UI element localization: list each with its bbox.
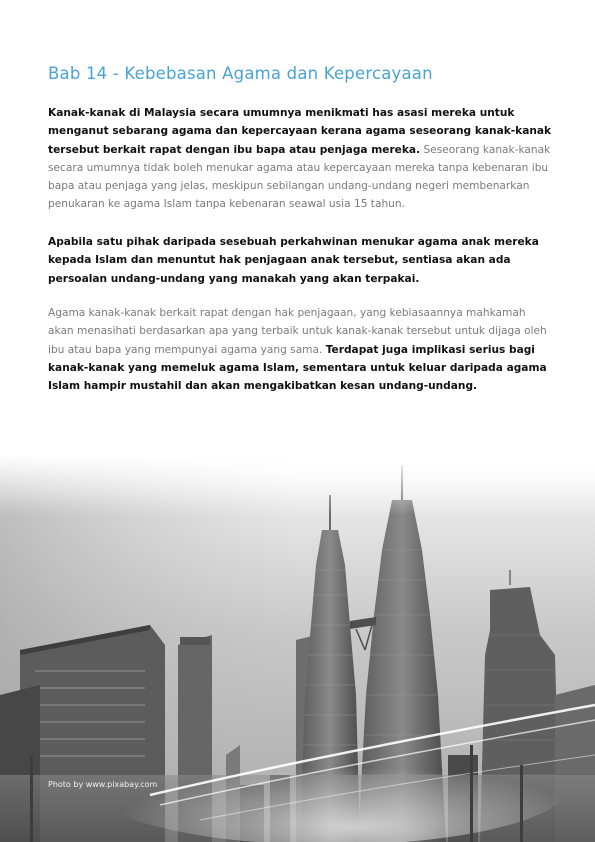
paragraph-1	[48, 104, 553, 214]
paragraph-2	[48, 233, 553, 288]
paragraph-2-bold: Apabila satu pihak daripada sesebuah perkahwinan menukar agama anak mereka kepada Islam dan menuntut hak penjagaan anak tersebut, sentiasa akan ada persoalan undang-undang yang manakah yang akan terpakai.	[48, 236, 539, 285]
photo-credit: Photo by www.pixabay.com	[48, 780, 158, 789]
paragraph-1-bold: Kanak-kanak di Malaysia secara umumnya menikmati has asasi mereka untuk menganut sebarang agama dan kepercayaan kerana agama seseorang kanak-kanak tersebut berkait rapat dengan ibu bapa atau penjaga mereka.	[48, 107, 552, 156]
chapter-heading: Bab 14 - Kebebasan Agama dan Kepercayaan	[48, 64, 433, 83]
paragraph-3-bold: Terdapat juga implikasi serius bagi kanak-kanak yang memeluk agama Islam, sementara untuk keluar daripada agama Islam hampir mustahil dan akan mengakibatkan kesan undang-undang.	[48, 343, 547, 393]
paragraph-1-text: Seseorang kanak-kanak secara umumnya tidak boleh menukar agama atau kepercayaan mereka tanpa kebenaran ibu bapa atau penjaga yang jelas, meskipun sebilangan undang-undang negeri membenarkan penukaran ke agama Islam tanpa kebenaran seawal usia 15 tahun.	[48, 143, 551, 211]
paragraph-3-text: Agama kanak-kanak berkait rapat dengan hak penjagaan, yang kebiasaannya mahkamah akan menasihati berdasarkan apa yang terbaik untuk kanak-kanak tersebut untuk dijaga oleh ibu atau bapa yang mempunyai agama yang sama.	[48, 307, 547, 356]
paragraph-3	[48, 304, 553, 395]
